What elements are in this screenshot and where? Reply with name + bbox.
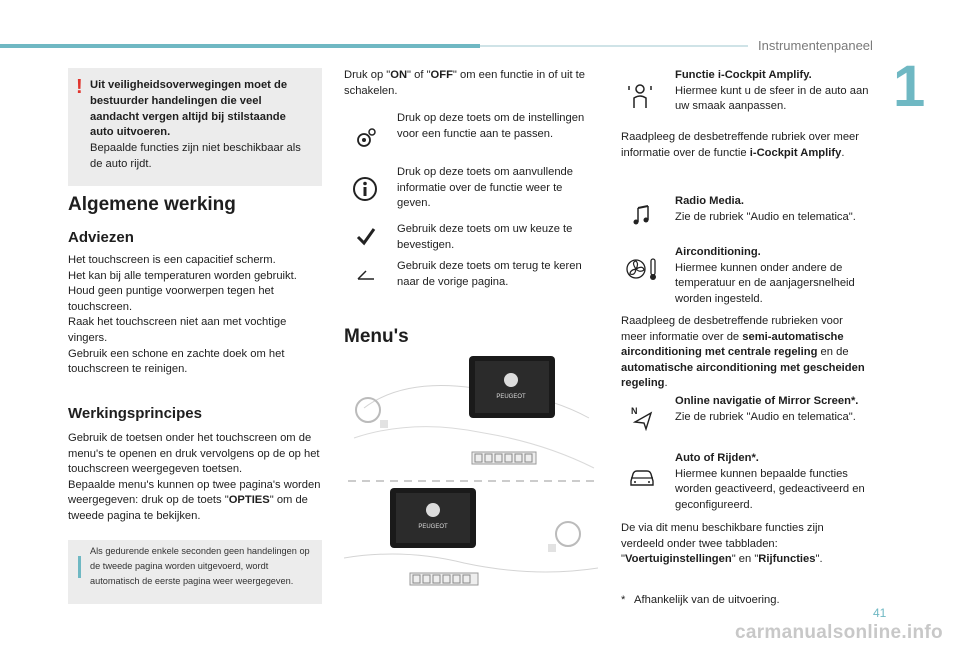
info-marker-icon (78, 556, 81, 578)
tabs-note-mid: " en " (731, 553, 759, 566)
onoff-pre: Druk op " (344, 69, 391, 81)
opties-label: OPTIES (228, 494, 270, 507)
werking-para1: Gebruik de toetsen onder het touchscreen om de menu's te openen en druk vervolgens op de op het touchscreen weergegeven toetsen. (68, 432, 320, 476)
tabs-note-post: ". (815, 553, 823, 566)
brand-label-bottom: PEUGEOT (418, 524, 448, 530)
fan-thermometer-icon (625, 256, 659, 282)
chapter-number: 1 (893, 54, 926, 119)
driving-title-text: Auto of Rijden (675, 452, 752, 464)
settings-icon (352, 126, 378, 152)
dashboard-illustration (344, 348, 598, 604)
navigation-item (675, 394, 875, 425)
car-icon (627, 464, 657, 490)
adviezen-line: Het touchscreen is een capacitief scherm. (68, 254, 276, 266)
info-icon (352, 176, 378, 202)
onoff-mid: " of " (407, 69, 431, 81)
driving-item (675, 451, 875, 513)
page-number: 41 (873, 606, 887, 620)
adviezen-line: Gebruik een schone en zachte doek om het touchscreen te reinigen. (68, 347, 285, 376)
back-arrow-icon (353, 263, 379, 289)
adviezen-line: Het kan bij alle temperaturen worden gebruikt. (68, 269, 297, 282)
werking-text (68, 431, 324, 525)
icockpit-item (675, 68, 875, 115)
airco-item (675, 245, 875, 307)
airco-ref-bold2: automatische airconditioning met gescheiden regeling (621, 361, 865, 390)
onoff-text (344, 68, 594, 99)
airco-text: Hiermee kunnen onder andere de temperatuur en de aanjagersnelheid worden ingesteld. (675, 261, 855, 305)
tabs-note (621, 521, 851, 568)
driving-star: * (751, 452, 756, 464)
info-note: Als gedurende enkele seconden geen handelingen op de tweede pagina worden uitgevoerd, wordt automatisch de eerste pagina weer weergegeven. (90, 546, 310, 586)
header-rule (480, 45, 748, 47)
icockpit-ref-bold: i-Cockpit Amplify (749, 146, 842, 159)
navigation-icon (629, 405, 655, 431)
brand-label-top: PEUGEOT (496, 394, 526, 400)
airco-ref-pre: Raadpleeg de desbetreffende rubrieken voor meer informatie over de (621, 315, 843, 343)
warning-note: Bepaalde functies zijn niet beschikbaar als de auto rijdt. (90, 142, 301, 170)
svg-text:N: N (631, 406, 638, 416)
adviezen-title: Adviezen (68, 229, 134, 246)
navigation-star: * (850, 395, 856, 407)
airco-ref-post: . (664, 377, 668, 390)
werking-para2 (68, 478, 324, 525)
adviezen-text (68, 253, 324, 378)
werking-title: Werkingsprincipes (68, 405, 202, 422)
icockpit-title: Functie i-Cockpit Amplify. (675, 69, 812, 81)
radio-text: Zie de rubriek "Audio en telematica". (675, 210, 856, 223)
tab-voertuig-label: Voertuiginstellingen (624, 553, 732, 566)
warning-text (90, 78, 312, 173)
airco-ref-mid: en de (817, 346, 849, 359)
check-icon (353, 223, 379, 249)
driving-title: Auto of Rijden*. (675, 452, 759, 464)
footnote: * Afhankelijk van de uitvoering. (621, 594, 780, 606)
icockpit-ref-post: . (841, 146, 845, 159)
airco-ref-bold1: semi-automatische airconditioning met centrale regeling (621, 330, 844, 359)
menus-title: Menu's (344, 326, 409, 347)
navigation-text: Zie de rubriek "Audio en telematica". (675, 410, 856, 423)
driving-text: Hiermee kunnen bepaalde functies worden geactiveerd, gedeactiveerd en geconfigureerd. (675, 467, 865, 511)
navigation-title-text: Online navigatie of Mirror Screen (675, 395, 851, 407)
tab-rijfuncties-label: Rijfuncties (758, 553, 816, 566)
werking-text2-pre: Bepaalde menu's kunnen op twee pagina's worden weergegeven: druk op de toets " (68, 478, 321, 507)
navigation-title: Online navigatie of Mirror Screen*. (675, 395, 859, 407)
header-accent-bar (0, 44, 480, 48)
running-title: Instrumentenpaneel (758, 38, 873, 53)
watermark: carmanualsonline.info (735, 622, 943, 643)
icockpit-text: Hiermee kunt u de sfeer in de auto aan uw smaak aanpassen. (675, 84, 869, 113)
warning-bold: Uit veiligheidsoverwegingen moet de bestuurder handelingen die veel aandacht vergen altijd bij stilstaande auto uitvoeren. (90, 79, 288, 139)
werking-text2-post: " om de tweede pagina te bekijken. (68, 494, 308, 522)
section-title: Algemene werking (68, 194, 236, 215)
check-desc: Gebruik deze toets om uw keuze te bevestigen. (397, 223, 573, 251)
back-desc: Gebruik deze toets om terug te keren naar de vorige pagina. (397, 260, 582, 288)
icockpit-ref (621, 130, 861, 161)
on-label: ON (390, 69, 408, 81)
onoff-post: " om een functie in of uit te schakelen. (344, 69, 586, 97)
tabs-note-pre: De via dit menu beschikbare functies zijn verdeeld onder twee tabbladen: " (621, 522, 824, 566)
airco-title: Airconditioning. (675, 246, 761, 258)
icockpit-ref-pre: Raadpleeg de desbetreffende rubriek over meer informatie over de functie (621, 131, 859, 159)
adviezen-line: Raak het touchscreen niet aan met vochtige vingers. (68, 316, 287, 344)
airco-ref (621, 314, 871, 392)
warning-exclamation-icon: ! (76, 76, 83, 98)
music-note-icon (629, 203, 655, 229)
radio-item (675, 194, 875, 225)
info-desc: Druk op deze toets om aanvullende informatie over de functie weer te geven. (397, 166, 574, 210)
icockpit-icon (625, 80, 655, 110)
adviezen-line: Houd geen puntige voorwerpen tegen het touchscreen. (68, 285, 274, 313)
settings-desc: Druk op deze toets om de instellingen voor een functie aan te passen. (397, 112, 585, 140)
off-label: OFF (430, 69, 453, 81)
radio-title: Radio Media. (675, 195, 744, 207)
